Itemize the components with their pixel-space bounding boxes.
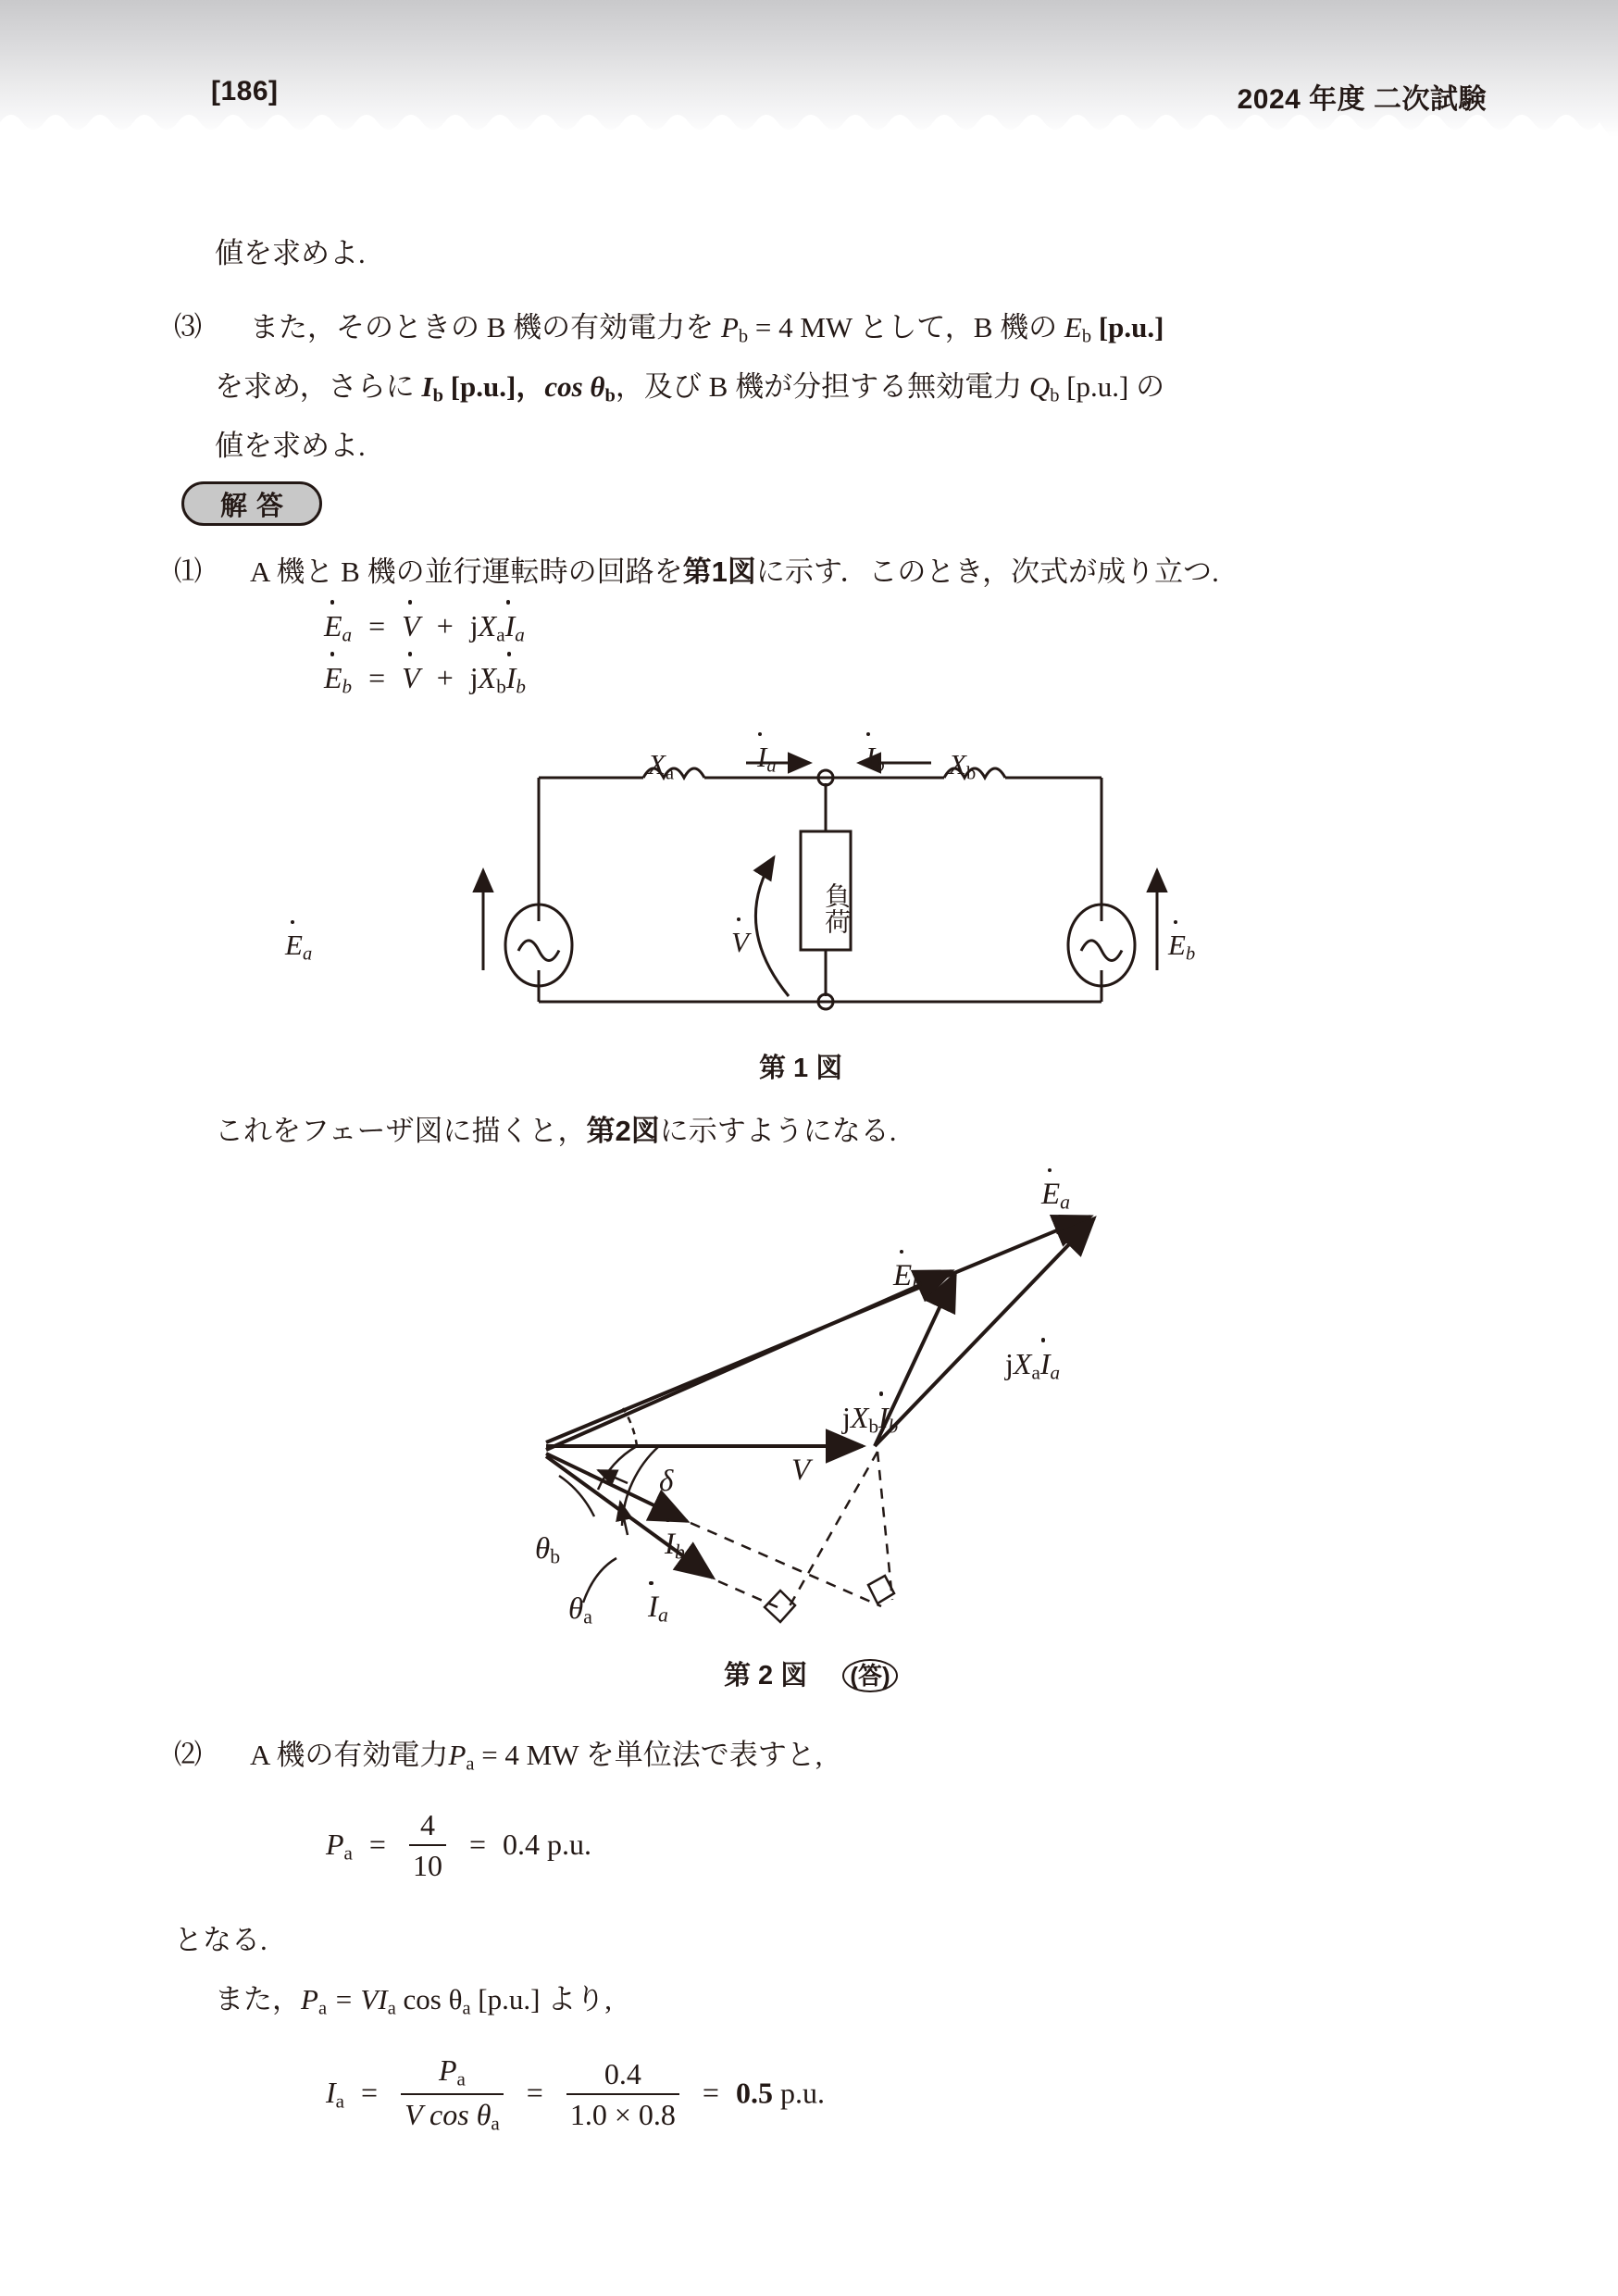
question-3-marker: ⑶ (174, 312, 202, 343)
equation-eb: $E_b = V + jX_bI_b$ (324, 661, 526, 698)
figure-1-circuit-diagram (426, 722, 1185, 1037)
answer-2-text: A 機の有効電力$P_a = 4$ MW を単位法で表すと, (250, 1739, 823, 1775)
answer-1-marker: ⑴ (174, 556, 202, 587)
mata-text: また，$P_a = VI_a$ $\cos \theta_a$ [p.u.] より, (215, 1983, 612, 2019)
figure-2-caption: 第 2 図 (答) (724, 1654, 898, 1692)
label-ia: $I_a$ (757, 741, 777, 777)
label-phasor-ib: $I_b$ (665, 1528, 685, 1564)
continued-line: 値を求めよ. (215, 237, 366, 269)
label-ib: $I_b$ (865, 741, 885, 777)
label-phasor-eb: $E_b$ (893, 1259, 923, 1295)
label-angle-theta-b: $\theta_b$ (535, 1532, 561, 1568)
label-phasor-jxb-ib: $jX_bI_b$ (842, 1401, 899, 1438)
tonaru-text: となる. (174, 1924, 268, 1956)
page-number: [186] (211, 76, 279, 106)
v-curved-arrow (755, 857, 789, 996)
equation-pa: $P_a$ = $\frac{4}{10}$ = 0.4 p.u. (326, 1808, 592, 1883)
exam-title: 2024 年度 二次試験 (1237, 84, 1487, 115)
phasor-intro-text: これをフェーザ図に描くと，第2図に示すようになる. (215, 1115, 897, 1147)
equation-ea: $E_a = V + jX_aI_a$ (324, 609, 525, 646)
label-phasor-jxa-ia: $jX_aI_a$ (1005, 1347, 1061, 1384)
theta-b-leader (559, 1476, 594, 1516)
label-eb: $E_b$ (1168, 929, 1196, 965)
question-3-line-3: 値を求めよ. (215, 430, 366, 462)
label-v: V (731, 926, 749, 958)
label-angle-theta-a: $\theta_a$ (568, 1592, 592, 1628)
answer-mark: (答) (842, 1659, 897, 1692)
label-phasor-ea: $E_a$ (1041, 1178, 1071, 1214)
equation-ia: $I_a$ = $\frac{P_a}{V \cos \theta_a}$ = $\frac{0.4}{1.0 \times 0.8}$ = 0.5 p.u. (326, 2053, 825, 2135)
label-xb: $X_b$ (949, 748, 977, 784)
label-ea: $E_a$ (285, 929, 313, 965)
answer-1-text: A 機と B 機の並行運転時の回路を第1図に示す．このとき，次式が成り立つ. (250, 555, 1219, 588)
phasor-ia (546, 1456, 713, 1578)
figure-1-caption: 第 1 図 (759, 1054, 843, 1083)
label-angle-delta: δ (659, 1465, 674, 1498)
question-3-line-1: また，そのときの B 機の有効電力を $P_b = 4$ MW として，B 機の $E_b$ [p.u.] (250, 311, 1164, 347)
label-load: 負荷 (821, 882, 850, 934)
answer-section-badge: 解答 (181, 481, 322, 526)
label-xa: $X_a$ (648, 748, 675, 784)
label-phasor-v: V (791, 1454, 811, 1487)
answer-2-marker: ⑵ (174, 1740, 202, 1770)
phasor-jxa-ia (875, 1218, 1094, 1446)
label-phasor-ia: $I_a$ (648, 1591, 668, 1627)
question-3-line-2: を求め，さらに $I_b$ [p.u.]，$\cos \theta_b$，及び B 機が分担する無効電力 $Q_b$ [p.u.] の (215, 370, 1165, 406)
